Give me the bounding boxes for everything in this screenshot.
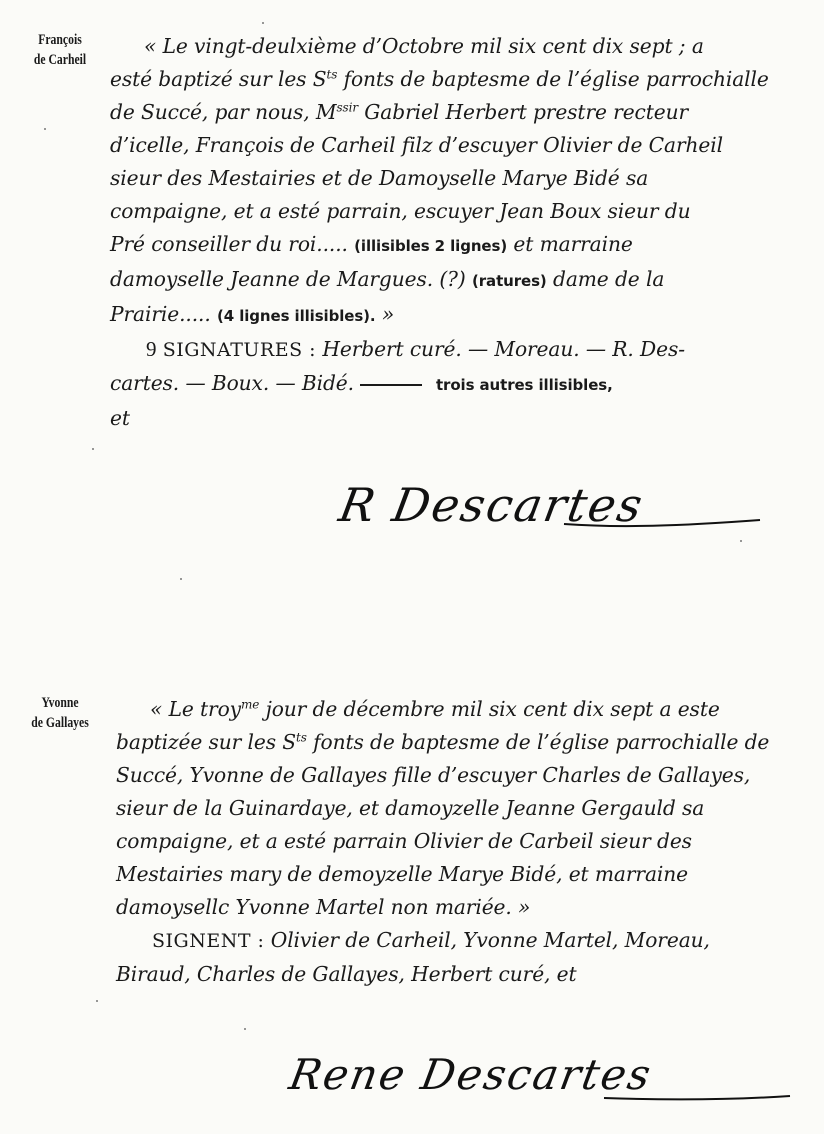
text-fragment: cartes. — Boux. — Bidé. [110, 371, 354, 395]
signent-label: SIGNENT : [152, 930, 265, 952]
text-fragment: Prairie..... [110, 302, 211, 326]
signature-names: Olivier de Carheil, Yvonne Martel, Moreau, [264, 928, 710, 952]
scan-speck [92, 448, 94, 450]
signature-descartes-1: R Descartes [335, 478, 649, 532]
text-line [110, 96, 772, 129]
signatures-line [110, 333, 772, 367]
text-line: « Le vingt-deulxième d’Octobre mil six cent dix sept ; a [144, 34, 704, 58]
text-line: Succé, Yvonne de Gallayes fille d’escuyer Charles de Gallayes, [116, 763, 751, 787]
margin-name-line: de Gallayes [31, 715, 89, 731]
text-line [116, 693, 776, 726]
signature-names: Herbert curé. — Moreau. — R. Des- [316, 337, 685, 361]
margin-name-line: François [38, 32, 82, 48]
entry-text [116, 693, 776, 991]
text-fragment: fonts de baptesme de l’église parrochialle de [306, 730, 770, 754]
signatures-label: SIGNATURES : [162, 339, 317, 361]
text-line: compaigne, et a esté parrain Olivier de Carbeil sieur des [116, 829, 692, 853]
margin-name [24, 30, 96, 70]
text-line: compaigne, et a esté parrain, escuyer Jean Boux sieur du [110, 199, 691, 223]
editorial-note: (ratures) [472, 272, 547, 290]
margin-name-line: Yvonne [41, 695, 79, 711]
text-line [110, 228, 772, 263]
editorial-note: (illisibles 2 lignes) [354, 237, 508, 255]
scan-speck [44, 128, 46, 130]
text-line [110, 298, 772, 333]
text-line: damoysellc Yvonne Martel non mariée. » [116, 895, 531, 919]
scan-speck [244, 1028, 246, 1030]
text-fragment: » [375, 302, 395, 326]
text-line: sieur des Mestairies et de Damoyselle Marye Bidé sa [110, 166, 649, 190]
text-fragment: jour de décembre mil six cent dix sept a este [259, 697, 720, 721]
superscript: ssir [336, 100, 358, 115]
text-fragment: dame de la [546, 267, 665, 291]
text-line [110, 263, 772, 298]
scan-speck [740, 540, 742, 542]
superscript: ts [296, 730, 307, 745]
text-line: sieur de la Guinardaye, et damoyzelle Jeanne Gergauld sa [116, 796, 705, 820]
text-fragment: Pré conseiller du roi..... [110, 232, 348, 256]
editorial-note: (4 lignes illisibles). [217, 307, 376, 325]
dash-rule [360, 384, 422, 386]
text-fragment: et marraine [507, 232, 633, 256]
signature-descartes-2: Rene Descartes [285, 1050, 657, 1099]
superscript: ts [326, 67, 338, 82]
text-line [110, 367, 772, 402]
scan-speck [262, 22, 264, 24]
scan-speck [96, 1000, 98, 1002]
scan-speck [180, 578, 182, 580]
text-fragment: « Le troy [150, 697, 241, 721]
signature-flourish [600, 1088, 800, 1108]
superscript: me [240, 697, 260, 712]
margin-name-line: de Carheil [33, 52, 87, 68]
text-line: et [110, 406, 130, 430]
text-line: Biraud, Charles de Gallayes, Herbert curé, et [116, 962, 577, 986]
signature-flourish [560, 512, 770, 532]
text-fragment: fonts de baptesme de l’église parrochialle [337, 67, 769, 91]
text-fragment: esté baptizé sur les S [110, 67, 327, 91]
text-fragment: de Succé, par nous, M [110, 100, 337, 124]
text-fragment: baptizée sur les S [116, 730, 297, 754]
text-fragment: damoyselle Jeanne de Margues. (?) [110, 267, 466, 291]
signatures-line [116, 924, 776, 958]
entry-text [110, 30, 772, 435]
text-line [110, 63, 772, 96]
text-line: d’icelle, François de Carheil filz d’escuyer Olivier de Carheil [110, 133, 723, 157]
text-line: Mestairies mary de demoyzelle Marye Bidé, et marraine [116, 862, 688, 886]
editorial-note: trois autres illisibles, [435, 376, 613, 394]
signature-count: 9 [146, 337, 157, 361]
margin-name [24, 693, 96, 733]
text-fragment: Gabriel Herbert prestre recteur [357, 100, 689, 124]
text-line [116, 726, 776, 759]
